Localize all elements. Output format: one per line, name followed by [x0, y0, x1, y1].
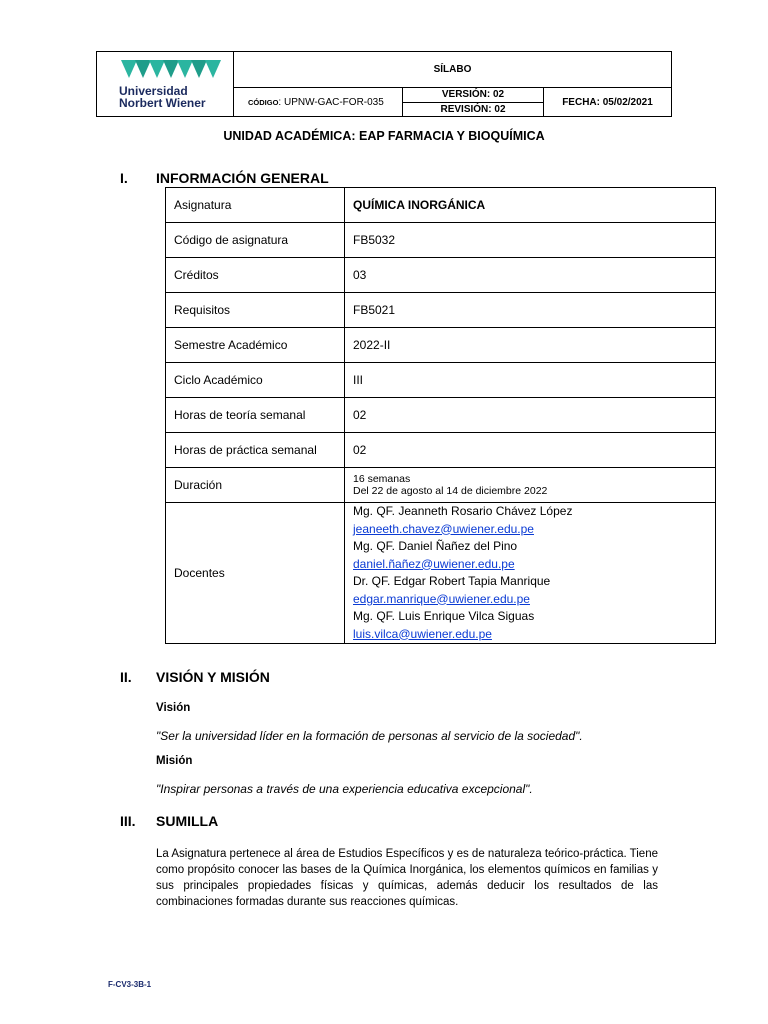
- revision-label: REVISIÓN: 02: [440, 103, 506, 115]
- section-3-number: III.: [120, 813, 136, 829]
- document-header: [96, 51, 672, 117]
- row-label: Asignatura: [166, 188, 345, 223]
- duration-label: Duración: [166, 468, 345, 503]
- vision-heading: Visión: [156, 702, 191, 714]
- logo-cell: [97, 52, 234, 117]
- date-label: FECHA: 05/02/2021: [544, 88, 672, 117]
- table-row: [166, 328, 716, 363]
- logo-wordmark: [119, 85, 206, 109]
- row-value: 2022-II: [345, 328, 716, 363]
- table-row: [166, 433, 716, 468]
- logo-line-1: Universidad: [119, 84, 188, 98]
- duration-value: [345, 468, 716, 503]
- section-1-number: I.: [120, 170, 128, 186]
- row-value: III: [345, 363, 716, 398]
- teacher-email-link[interactable]: daniel.ñañez@uwiener.edu.pe: [353, 556, 515, 571]
- sumilla-paragraph: La Asignatura pertenece al área de Estudios Específicos y es de naturaleza teórico-práctica. Tiene como propósito conocer las bases de la Química Inorgánica, los elementos químicos en familias y sus principales propiedades físicas y químicas, además deducir los resultados de las combinaciones formadas durante sus reacciones químicas.: [156, 848, 658, 908]
- university-logo-icon: [119, 56, 229, 86]
- row-label: Créditos: [166, 258, 345, 293]
- duration-dates: Del 22 de agosto al 14 de diciembre 2022: [353, 485, 548, 497]
- version-cell: [403, 88, 544, 117]
- mission-heading: Misión: [156, 755, 193, 767]
- teacher-name: Mg. QF. Luis Enrique Vilca Siguas: [353, 609, 535, 623]
- table-row: [166, 188, 716, 223]
- table-row: [166, 258, 716, 293]
- code-value: : UPNW-GAC-FOR-035: [278, 96, 384, 108]
- table-row: [166, 293, 716, 328]
- teacher-name: Dr. QF. Edgar Robert Tapia Manrique: [353, 574, 551, 588]
- logo-line-2: Norbert Wiener: [119, 96, 206, 110]
- code-cell: [234, 88, 403, 117]
- duration-weeks: 16 semanas: [353, 472, 411, 485]
- section-2-number: II.: [120, 669, 132, 685]
- version-label: VERSIÓN: 02: [403, 88, 543, 102]
- section-1-title: INFORMACIÓN GENERAL: [156, 170, 329, 186]
- mission-text: "Inspirar personas a través de una experiencia educativa excepcional".: [156, 782, 533, 796]
- row-label: Horas de teoría semanal: [166, 398, 345, 433]
- row-label: Semestre Académico: [166, 328, 345, 363]
- document-title: SÍLABO: [234, 52, 672, 88]
- vision-text: "Ser la universidad líder en la formación de personas al servicio de la sociedad".: [156, 729, 583, 743]
- academic-unit-title: UNIDAD ACADÉMICA: EAP FARMACIA Y BIOQUÍMICA: [223, 129, 545, 143]
- section-3-title: SUMILLA: [156, 813, 219, 829]
- row-value: QUÍMICA INORGÁNICA: [345, 188, 716, 223]
- teachers-label: Docentes: [166, 503, 345, 644]
- table-row: [166, 398, 716, 433]
- row-label: Horas de práctica semanal: [166, 433, 345, 468]
- table-row-duration: [166, 468, 716, 503]
- teacher-email-link[interactable]: jeaneeth.chavez@uwiener.edu.pe: [353, 521, 534, 536]
- row-label: Requisitos: [166, 293, 345, 328]
- teacher-name: Mg. QF. Daniel Ñañez del Pino: [353, 539, 518, 553]
- table-row: [166, 223, 716, 258]
- row-value: FB5021: [345, 293, 716, 328]
- row-value: 02: [345, 398, 716, 433]
- code-label: CÓDIGO: [248, 97, 279, 107]
- teacher-email-link[interactable]: luis.vilca@uwiener.edu.pe: [353, 626, 492, 641]
- table-row: [166, 363, 716, 398]
- row-label: Ciclo Académico: [166, 363, 345, 398]
- form-code-footer: F-CV3-3B-1: [108, 980, 152, 989]
- row-label: Código de asignatura: [166, 223, 345, 258]
- teachers-list: [345, 503, 716, 644]
- table-row-teachers: [166, 503, 716, 644]
- teacher-name: Mg. QF. Jeanneth Rosario Chávez López: [353, 504, 573, 518]
- row-value: 02: [345, 433, 716, 468]
- teacher-email-link[interactable]: edgar.manrique@uwiener.edu.pe: [353, 591, 530, 606]
- section-2-title: VISIÓN Y MISIÓN: [156, 669, 270, 685]
- row-value: FB5032: [345, 223, 716, 258]
- row-value: 03: [345, 258, 716, 293]
- general-info-table: [165, 187, 716, 644]
